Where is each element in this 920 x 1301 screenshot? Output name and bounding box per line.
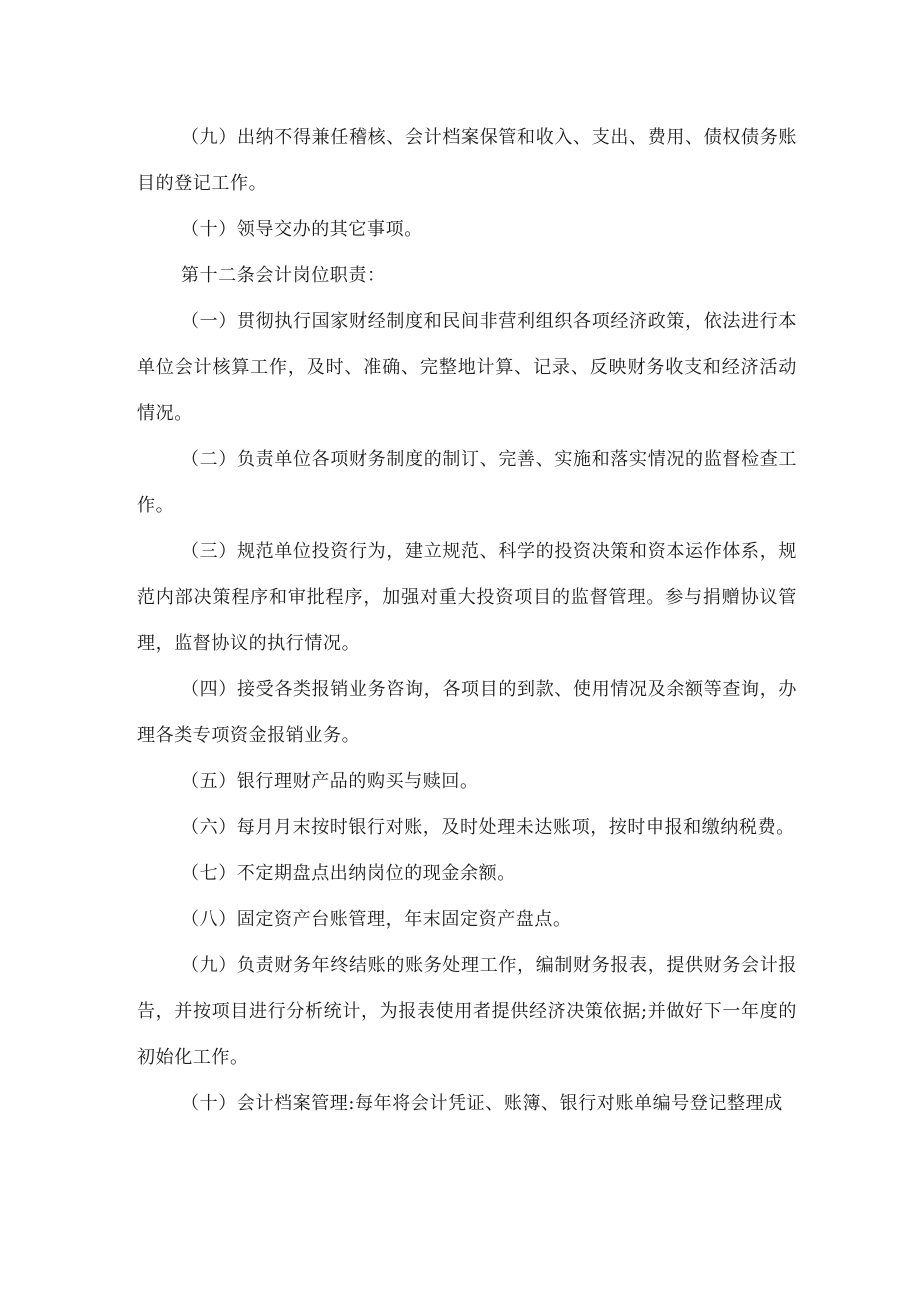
paragraph-cashier-10: （十）领导交办的其它事项。 — [181, 219, 423, 240]
paragraph-accounting-3: （三）规范单位投资行为，建立规范、科学的投资决策和资本运作体系，规范内部决策程序和审批程序，加强对重大投资项目的监督管理。参与捐赠协议管理，监督协议的执行情况。 — [137, 541, 797, 654]
paragraph-cashier-9: （九）出纳不得兼任稽核、会计档案保管和收入、支出、费用、债权债务账目的登记工作。 — [137, 127, 797, 194]
paragraph-accounting-10: （十）会计档案管理:每年将会计凭证、账簿、银行对账单编号登记整理成 — [181, 1093, 783, 1114]
document-body — [137, 115, 797, 1127]
paragraph-accounting-1: （一）贯彻执行国家财经制度和民间非营利组织各项经济政策，依法进行本单位会计核算工作，及时、准确、完整地计算、记录、反映财务收支和经济活动情况。 — [137, 311, 797, 424]
paragraph-accounting-5: （五）银行理财产品的购买与赎回。 — [181, 771, 479, 792]
paragraph-accounting-4: （四）接受各类报销业务咨询，各项目的到款、使用情况及余额等查询，办理各类专项资金报销业务。 — [137, 679, 797, 746]
paragraph-accounting-8: （八）固定资产台账管理，年末固定资产盘点。 — [181, 909, 572, 930]
paragraph-accounting-9: （九）负责财务年终结账的账务处理工作，编制财务报表，提供财务会计报告，并按项目进行分析统计，为报表使用者提供经济决策依据;并做好下一年度的初始化工作。 — [137, 955, 797, 1068]
paragraph-accounting-2: （二）负责单位各项财务制度的制订、完善、实施和落实情况的监督检查工作。 — [137, 449, 797, 516]
paragraph-accounting-7: （七）不定期盘点出纳岗位的现金余额。 — [181, 863, 516, 884]
section-heading-article-12: 第十二条会计岗位职责： — [181, 265, 386, 286]
paragraph-accounting-6: （六）每月月末按时银行对账，及时处理未达账项，按时申报和缴纳税费。 — [181, 817, 795, 838]
